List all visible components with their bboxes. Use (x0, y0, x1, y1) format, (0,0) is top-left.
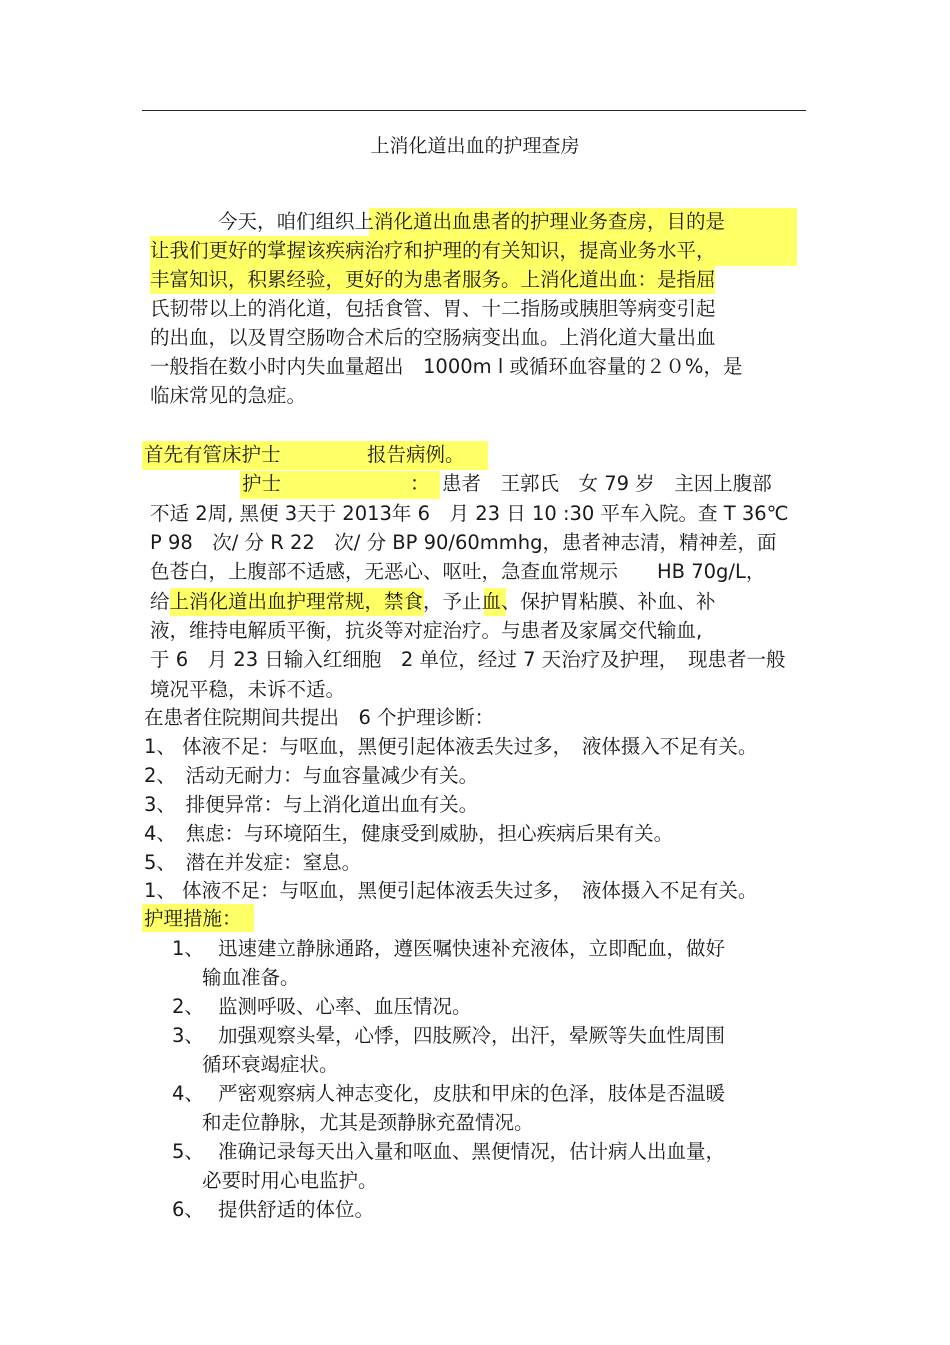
case-line-2: P 98 次/ 分 R 22 次/ 分 BP 90/60mmhg，患者神志清，精神差，面 (150, 531, 777, 554)
diagnosis-item: 1、 体液不足：与呕血，黑便引起体液丢失过多， 液体摄入不足有关。 (144, 879, 758, 902)
case-line-6: 于 6 月 23 日输入红细胞 2 单位，经过 7 天治疗及护理， 现患者一般 (150, 648, 786, 671)
intro-line-1: 今天，咱们组织上消化道出血患者的护理业务查房，目的是 (218, 210, 726, 233)
diagnosis-intro: 在患者住院期间共提出 6 个护理诊断： (144, 706, 495, 729)
nurse-colon: ： (410, 472, 430, 495)
intro-line-3: 丰富知识，积累经验，更好的为患者服务。上消化道出血：是指屈 (150, 268, 716, 291)
measures-title: 护理措施： (144, 907, 242, 930)
measure-number: 4、 (172, 1082, 204, 1105)
measure-line: 提供舒适的体位。 (218, 1198, 375, 1221)
top-rule (142, 110, 806, 111)
measure-line: 准确记录每天出入量和呕血、黑便情况，估计病人出血量， (218, 1140, 726, 1163)
measure-number: 6、 (172, 1198, 204, 1221)
measure-number: 3、 (172, 1024, 204, 1047)
report-intro-b: 报告病例。 (367, 443, 465, 466)
measure-number: 5、 (172, 1140, 204, 1163)
intro-line-6: 一般指在数小时内失血量超出 1000m l 或循环血容量的２０%，是 (150, 355, 743, 378)
document-title: 上消化道出血的护理查房 (370, 135, 580, 157)
report-intro-a: 首先有管床护士 (144, 443, 281, 466)
diagnosis-item: 3、 排便异常：与上消化道出血有关。 (144, 793, 479, 816)
diagnosis-item: 5、 潜在并发症：窒息。 (144, 851, 362, 874)
case-line-7: 境况平稳，未诉不适。 (150, 678, 346, 701)
measure-number: 2、 (172, 995, 204, 1018)
intro-line-7: 临床常见的急症。 (150, 384, 307, 407)
case-line-3: 色苍白，上腹部不适感，无恶心、呕吐，急查血常规示 HB 70g/L， (150, 560, 766, 583)
measure-line: 和走位静脉，尤其是颈静脉充盈情况。 (202, 1111, 534, 1134)
case-line-4: 给上消化道出血护理常规，禁食，予止血、保护胃粘膜、补血、补 (150, 590, 716, 613)
measure-line: 严密观察病人神志变化，皮肤和甲床的色泽，肢体是否温暖 (218, 1082, 726, 1105)
measure-line: 输血准备。 (202, 966, 300, 989)
intro-line-4: 氏韧带以上的消化道，包括食管、胃、十二指肠或胰胆等病变引起 (150, 297, 716, 320)
measure-line: 迅速建立静脉通路，遵医嘱快速补充液体，立即配血，做好 (218, 937, 726, 960)
diagnosis-item: 2、 活动无耐力：与血容量减少有关。 (144, 764, 479, 787)
case-line-5: 液，维持电解质平衡，抗炎等对症治疗。与患者及家属交代输血, (150, 619, 703, 642)
nurse-text: 患者 王郭氏 女 79 岁 主因上腹部 (442, 472, 772, 495)
diagnosis-item: 1、 体液不足：与呕血，黑便引起体液丢失过多， 液体摄入不足有关。 (144, 735, 758, 758)
measure-number: 1、 (172, 937, 204, 960)
measure-line: 加强观察头晕，心悸，四肢厥冷，出汗，晕厥等失血性周围 (218, 1024, 726, 1047)
measure-line: 必要时用心电监护。 (202, 1169, 378, 1192)
case-line-1: 不适 2周, 黑便 3天于 2013年 6 月 23 日 10 :30 平车入院。查 T 36℃ (150, 502, 789, 525)
intro-line-2: 让我们更好的掌握该疾病治疗和护理的有关知识，提高业务水平， (150, 239, 716, 262)
nurse-label: 护士 (242, 472, 282, 495)
intro-line-5: 的出血，以及胃空肠吻合术后的空肠病变出血。上消化道大量出血 (150, 326, 716, 349)
measure-line: 循环衰竭症状。 (202, 1053, 339, 1076)
measure-line: 监测呼吸、心率、血压情况。 (218, 995, 472, 1018)
diagnosis-item: 4、 焦虑：与环境陌生，健康受到威胁，担心疾病后果有关。 (144, 822, 674, 845)
